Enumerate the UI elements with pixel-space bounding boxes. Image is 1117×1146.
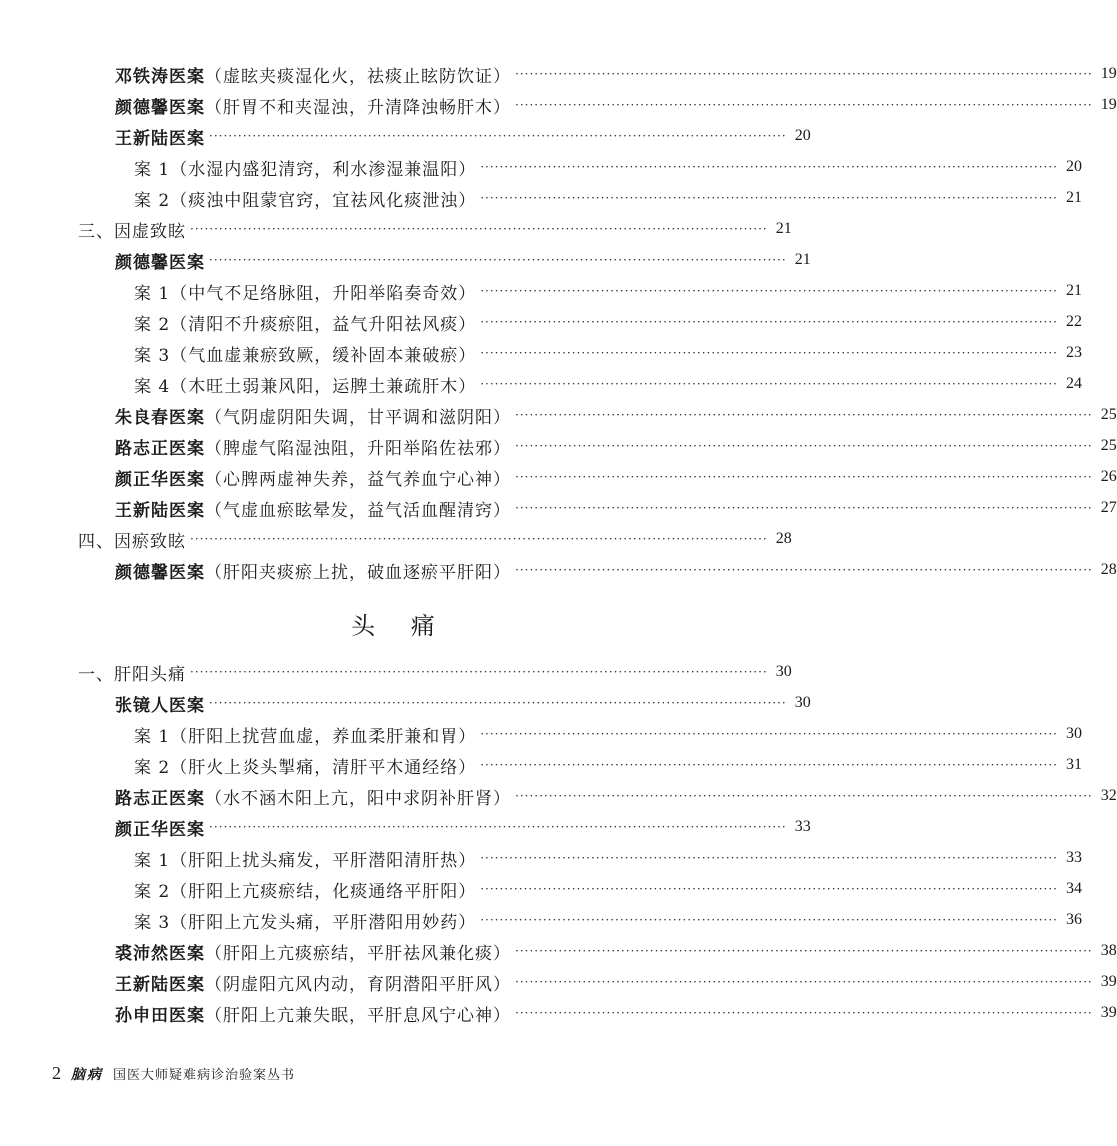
toc-entry-description: （肝阳夹痰瘀上扰，破血逐瘀平肝阳） <box>205 562 511 583</box>
toc-leader-dots: ························································································································ <box>480 346 1058 360</box>
toc-leader-dots: ························································································································ <box>515 975 1093 989</box>
toc-entry-page: 33 <box>794 818 811 835</box>
toc-entry-name: 裘沛然医案 <box>115 943 205 964</box>
toc-entry-description: （痰浊中阻蒙官窍，宜祛风化痰泄浊） <box>170 190 477 211</box>
toc-entry-name: 案 4 <box>134 376 171 397</box>
toc-entry-page: 22 <box>1065 313 1082 330</box>
toc-entry[interactable] <box>0 246 811 274</box>
toc-entry-description: （气虚血瘀眩晕发，益气活血醒清窍） <box>205 500 511 521</box>
toc-leader-dots: ························································································································ <box>515 789 1093 803</box>
toc-entry-title <box>0 186 480 211</box>
toc-leader-dots: ························································································································ <box>480 727 1058 741</box>
toc-entry-title <box>0 465 515 490</box>
series-title: 国医大师疑难病诊治验案丛书 <box>113 1068 296 1083</box>
toc-entry[interactable] <box>0 556 1117 584</box>
toc-entry[interactable] <box>0 370 1082 398</box>
toc-entry-page: 25 <box>1100 437 1117 454</box>
toc-entry-description: （心脾两虚神失养，益气养血宁心神） <box>205 469 511 490</box>
toc-entry[interactable] <box>0 91 1117 119</box>
toc-entry[interactable] <box>0 751 1082 779</box>
toc-entry-description: （虚眩夹痰湿化火，祛痰止眩防饮证） <box>205 66 511 87</box>
toc-entry-name: 孙申田医案 <box>115 1005 205 1026</box>
toc-entry-name: 案 2 <box>134 881 171 902</box>
toc-entry-page: 32 <box>1100 787 1117 804</box>
toc-leader-dots: ························································································································ <box>209 820 787 834</box>
toc-entry-name: 王新陆医案 <box>115 500 205 521</box>
toc-leader-dots: ························································································································ <box>190 665 768 679</box>
toc-entry[interactable] <box>0 494 1117 522</box>
toc-entry-title <box>0 722 480 747</box>
toc-entry-description: （水湿内盛犯清窍，利水渗湿兼温阳） <box>170 159 477 180</box>
toc-entry-description: （中气不足络脉阻，升阳举陷奏奇效） <box>170 283 477 304</box>
toc-entry-title <box>0 815 209 840</box>
toc-entry-page: 28 <box>1100 561 1117 578</box>
toc-entry[interactable] <box>0 153 1082 181</box>
toc-entry-page: 20 <box>1065 158 1082 175</box>
toc-entry-description: （肝火上炎头掣痛，清肝平木通经络） <box>170 757 477 778</box>
toc-leader-dots: ························································································································ <box>515 98 1093 112</box>
toc-entry-title <box>0 691 209 716</box>
toc-entry-title <box>0 877 480 902</box>
toc-entry-name: 案 1 <box>134 159 171 180</box>
toc-entry[interactable] <box>0 122 811 150</box>
toc-entry-title <box>0 217 190 242</box>
toc-entry-page: 28 <box>775 530 792 547</box>
toc-entry-name: 案 1 <box>134 850 171 871</box>
toc-entry-title <box>0 784 515 809</box>
book-title: 脑病 <box>71 1067 103 1083</box>
toc-entry[interactable] <box>0 60 1117 88</box>
toc-entry[interactable] <box>0 937 1117 965</box>
toc-entry-name: 张镜人医案 <box>115 695 205 716</box>
toc-entry-name: 颜正华医案 <box>115 469 205 490</box>
toc-entry-title <box>0 527 190 552</box>
toc-entry-title <box>0 970 515 995</box>
toc-leader-dots: ························································································································ <box>209 129 787 143</box>
toc-entry-page: 20 <box>794 127 811 144</box>
toc-entry-page: 19 <box>1100 65 1117 82</box>
toc-entry[interactable] <box>0 968 1117 996</box>
toc-entry[interactable] <box>0 463 1117 491</box>
toc-entry-name: 案 3 <box>134 912 171 933</box>
toc-leader-dots: ························································································································ <box>515 501 1093 515</box>
toc-entry-title <box>0 558 515 583</box>
toc-leader-dots: ························································································································ <box>515 439 1093 453</box>
toc-entry-page: 26 <box>1100 468 1117 485</box>
toc-entry-title <box>0 372 480 397</box>
toc-leader-dots: ························································································································ <box>515 944 1093 958</box>
toc-entry[interactable] <box>0 844 1082 872</box>
toc-entry[interactable] <box>0 689 811 717</box>
toc-entry[interactable] <box>0 720 1082 748</box>
toc-entry[interactable] <box>0 215 800 243</box>
toc-entry-name: 颜德馨医案 <box>115 252 205 273</box>
toc-entry-description: （气阴虚阴阳失调，甘平调和滋阴阳） <box>205 407 511 428</box>
toc-entry-page: 25 <box>1100 406 1117 423</box>
toc-entry[interactable] <box>0 277 1082 305</box>
toc-leader-dots: ························································································································ <box>515 563 1093 577</box>
toc-entry-description: （气血虚兼瘀致厥，缓补固本兼破瘀） <box>170 345 477 366</box>
toc-entry[interactable] <box>0 999 1117 1027</box>
toc-entry-title <box>0 248 209 273</box>
toc-entry-name: 路志正医案 <box>115 788 205 809</box>
toc-entry-description: （阴虚阳亢风内动，育阴潜阳平肝风） <box>205 974 511 995</box>
toc-leader-dots: ························································································································ <box>209 253 787 267</box>
toc-entry-page: 34 <box>1065 880 1082 897</box>
toc-entry-name: 案 2 <box>134 757 171 778</box>
toc-entry-description: （肝胃不和夹湿浊，升清降浊畅肝木） <box>205 97 511 118</box>
toc-entry-title <box>0 403 515 428</box>
toc-entry-description: （脾虚气陷湿浊阻，升阳举陷佐祛邪） <box>205 438 511 459</box>
toc-entry[interactable] <box>0 906 1082 934</box>
toc-leader-dots: ························································································································ <box>480 913 1058 927</box>
toc-entry-description: （肝阳上扰头痛发，平肝潜阳清肝热） <box>170 850 477 871</box>
toc-entry-title <box>0 939 515 964</box>
toc-entry-title <box>0 279 480 304</box>
toc-entry-description: （水不涵木阳上亢，阳中求阴补肝肾） <box>205 788 511 809</box>
toc-entry[interactable] <box>0 813 811 841</box>
toc-entry-page: 24 <box>1065 375 1082 392</box>
toc-entry-page: 30 <box>794 694 811 711</box>
toc-entry-page: 19 <box>1100 96 1117 113</box>
toc-entry-title <box>0 310 480 335</box>
toc-entry-name: 王新陆医案 <box>115 974 205 995</box>
toc-entry-page: 21 <box>1065 189 1082 206</box>
toc-entry-name: 颜德馨医案 <box>115 562 205 583</box>
toc-entry-title <box>0 908 480 933</box>
toc-leader-dots: ························································································································ <box>190 222 768 236</box>
toc-entry[interactable] <box>0 525 800 553</box>
toc-entry-description: （清阳不升痰瘀阻，益气升阳祛风痰） <box>170 314 477 335</box>
toc-leader-dots: ························································································································ <box>209 696 787 710</box>
toc-leader-dots: ························································································································ <box>190 532 768 546</box>
toc-entry-title <box>0 846 480 871</box>
toc-entry-name: 案 1 <box>134 726 171 747</box>
toc-entry-page: 21 <box>775 220 792 237</box>
toc-entry-page: 23 <box>1065 344 1082 361</box>
toc-entry-description: （肝阳上亢痰瘀结，平肝祛风兼化痰） <box>205 943 511 964</box>
toc-entry[interactable] <box>0 184 1082 212</box>
toc-entry-description: （木旺土弱兼风阳，运脾土兼疏肝木） <box>170 376 477 397</box>
toc-leader-dots: ························································································································ <box>480 315 1058 329</box>
toc-leader-dots: ························································································································ <box>480 758 1058 772</box>
toc-entry-title <box>0 434 515 459</box>
toc-entry-name: 路志正医案 <box>115 438 205 459</box>
toc-entry-name: 三、因虚致眩 <box>78 221 186 242</box>
toc-entry-page: 30 <box>775 663 792 680</box>
toc-entry-title <box>0 62 515 87</box>
toc-leader-dots: ························································································································ <box>515 470 1093 484</box>
toc-entry-name: 案 2 <box>134 190 171 211</box>
toc-leader-dots: ························································································································ <box>480 191 1058 205</box>
toc-entry-description: （肝阳上亢痰瘀结，化痰通络平肝阳） <box>170 881 477 902</box>
toc-entry-title <box>0 496 515 521</box>
toc-entry-name: 王新陆医案 <box>115 128 205 149</box>
toc-entry[interactable] <box>0 658 800 686</box>
toc-leader-dots: ························································································································ <box>480 377 1058 391</box>
toc-entry-title <box>0 341 480 366</box>
toc-entry-title <box>0 1001 515 1026</box>
toc-entry-name: 朱良春医案 <box>115 407 205 428</box>
toc-entry-title <box>0 753 480 778</box>
toc-entry[interactable] <box>0 339 1082 367</box>
toc-entry-page: 38 <box>1100 942 1117 959</box>
toc-entry-name: 邓铁涛医案 <box>115 66 205 87</box>
page-footer <box>52 1063 295 1084</box>
toc-entry-description: （肝阳上扰营血虚，养血柔肝兼和胃） <box>170 726 477 747</box>
toc-leader-dots: ························································································································ <box>480 851 1058 865</box>
toc-entry-title <box>0 124 209 149</box>
toc-entry-title <box>0 660 190 685</box>
toc-leader-dots: ························································································································ <box>480 284 1058 298</box>
toc-entry-page: 39 <box>1100 1004 1117 1021</box>
toc-entry-page: 21 <box>1065 282 1082 299</box>
toc-entry-page: 33 <box>1065 849 1082 866</box>
toc-leader-dots: ························································································································ <box>515 67 1093 81</box>
toc-entry-name: 颜德馨医案 <box>115 97 205 118</box>
toc-entry-page: 31 <box>1065 756 1082 773</box>
section-title: 头 痛 <box>351 612 449 640</box>
toc-entry-name: 四、因瘀致眩 <box>78 531 186 552</box>
toc-entry[interactable] <box>0 308 1082 336</box>
toc-entry-description: （肝阳上亢发头痛，平肝潜阳用妙药） <box>170 912 477 933</box>
toc-entry-name: 案 2 <box>134 314 171 335</box>
toc-leader-dots: ························································································································ <box>515 408 1093 422</box>
toc-entry-name: 案 1 <box>134 283 171 304</box>
toc-entry-page: 36 <box>1065 911 1082 928</box>
toc-leader-dots: ························································································································ <box>515 1006 1093 1020</box>
toc-entry-name: 案 3 <box>134 345 171 366</box>
toc-entry-description: （肝阳上亢兼失眠，平肝息风宁心神） <box>205 1005 511 1026</box>
toc-entry-page: 39 <box>1100 973 1117 990</box>
toc-leader-dots: ························································································································ <box>480 160 1058 174</box>
toc-entry-title <box>0 93 515 118</box>
toc-entry-page: 30 <box>1065 725 1082 742</box>
page-number: 2 <box>52 1063 61 1083</box>
toc-entry-title <box>0 155 480 180</box>
toc-entry[interactable] <box>0 401 1117 429</box>
toc-entry-page: 21 <box>794 251 811 268</box>
toc-entry[interactable] <box>0 782 1117 810</box>
toc-entry-page: 27 <box>1100 499 1117 516</box>
toc-entry-name: 一、肝阳头痛 <box>78 664 186 685</box>
toc-entry-name: 颜正华医案 <box>115 819 205 840</box>
toc-entry[interactable] <box>0 875 1082 903</box>
toc-leader-dots: ························································································································ <box>480 882 1058 896</box>
toc-entry[interactable] <box>0 432 1117 460</box>
